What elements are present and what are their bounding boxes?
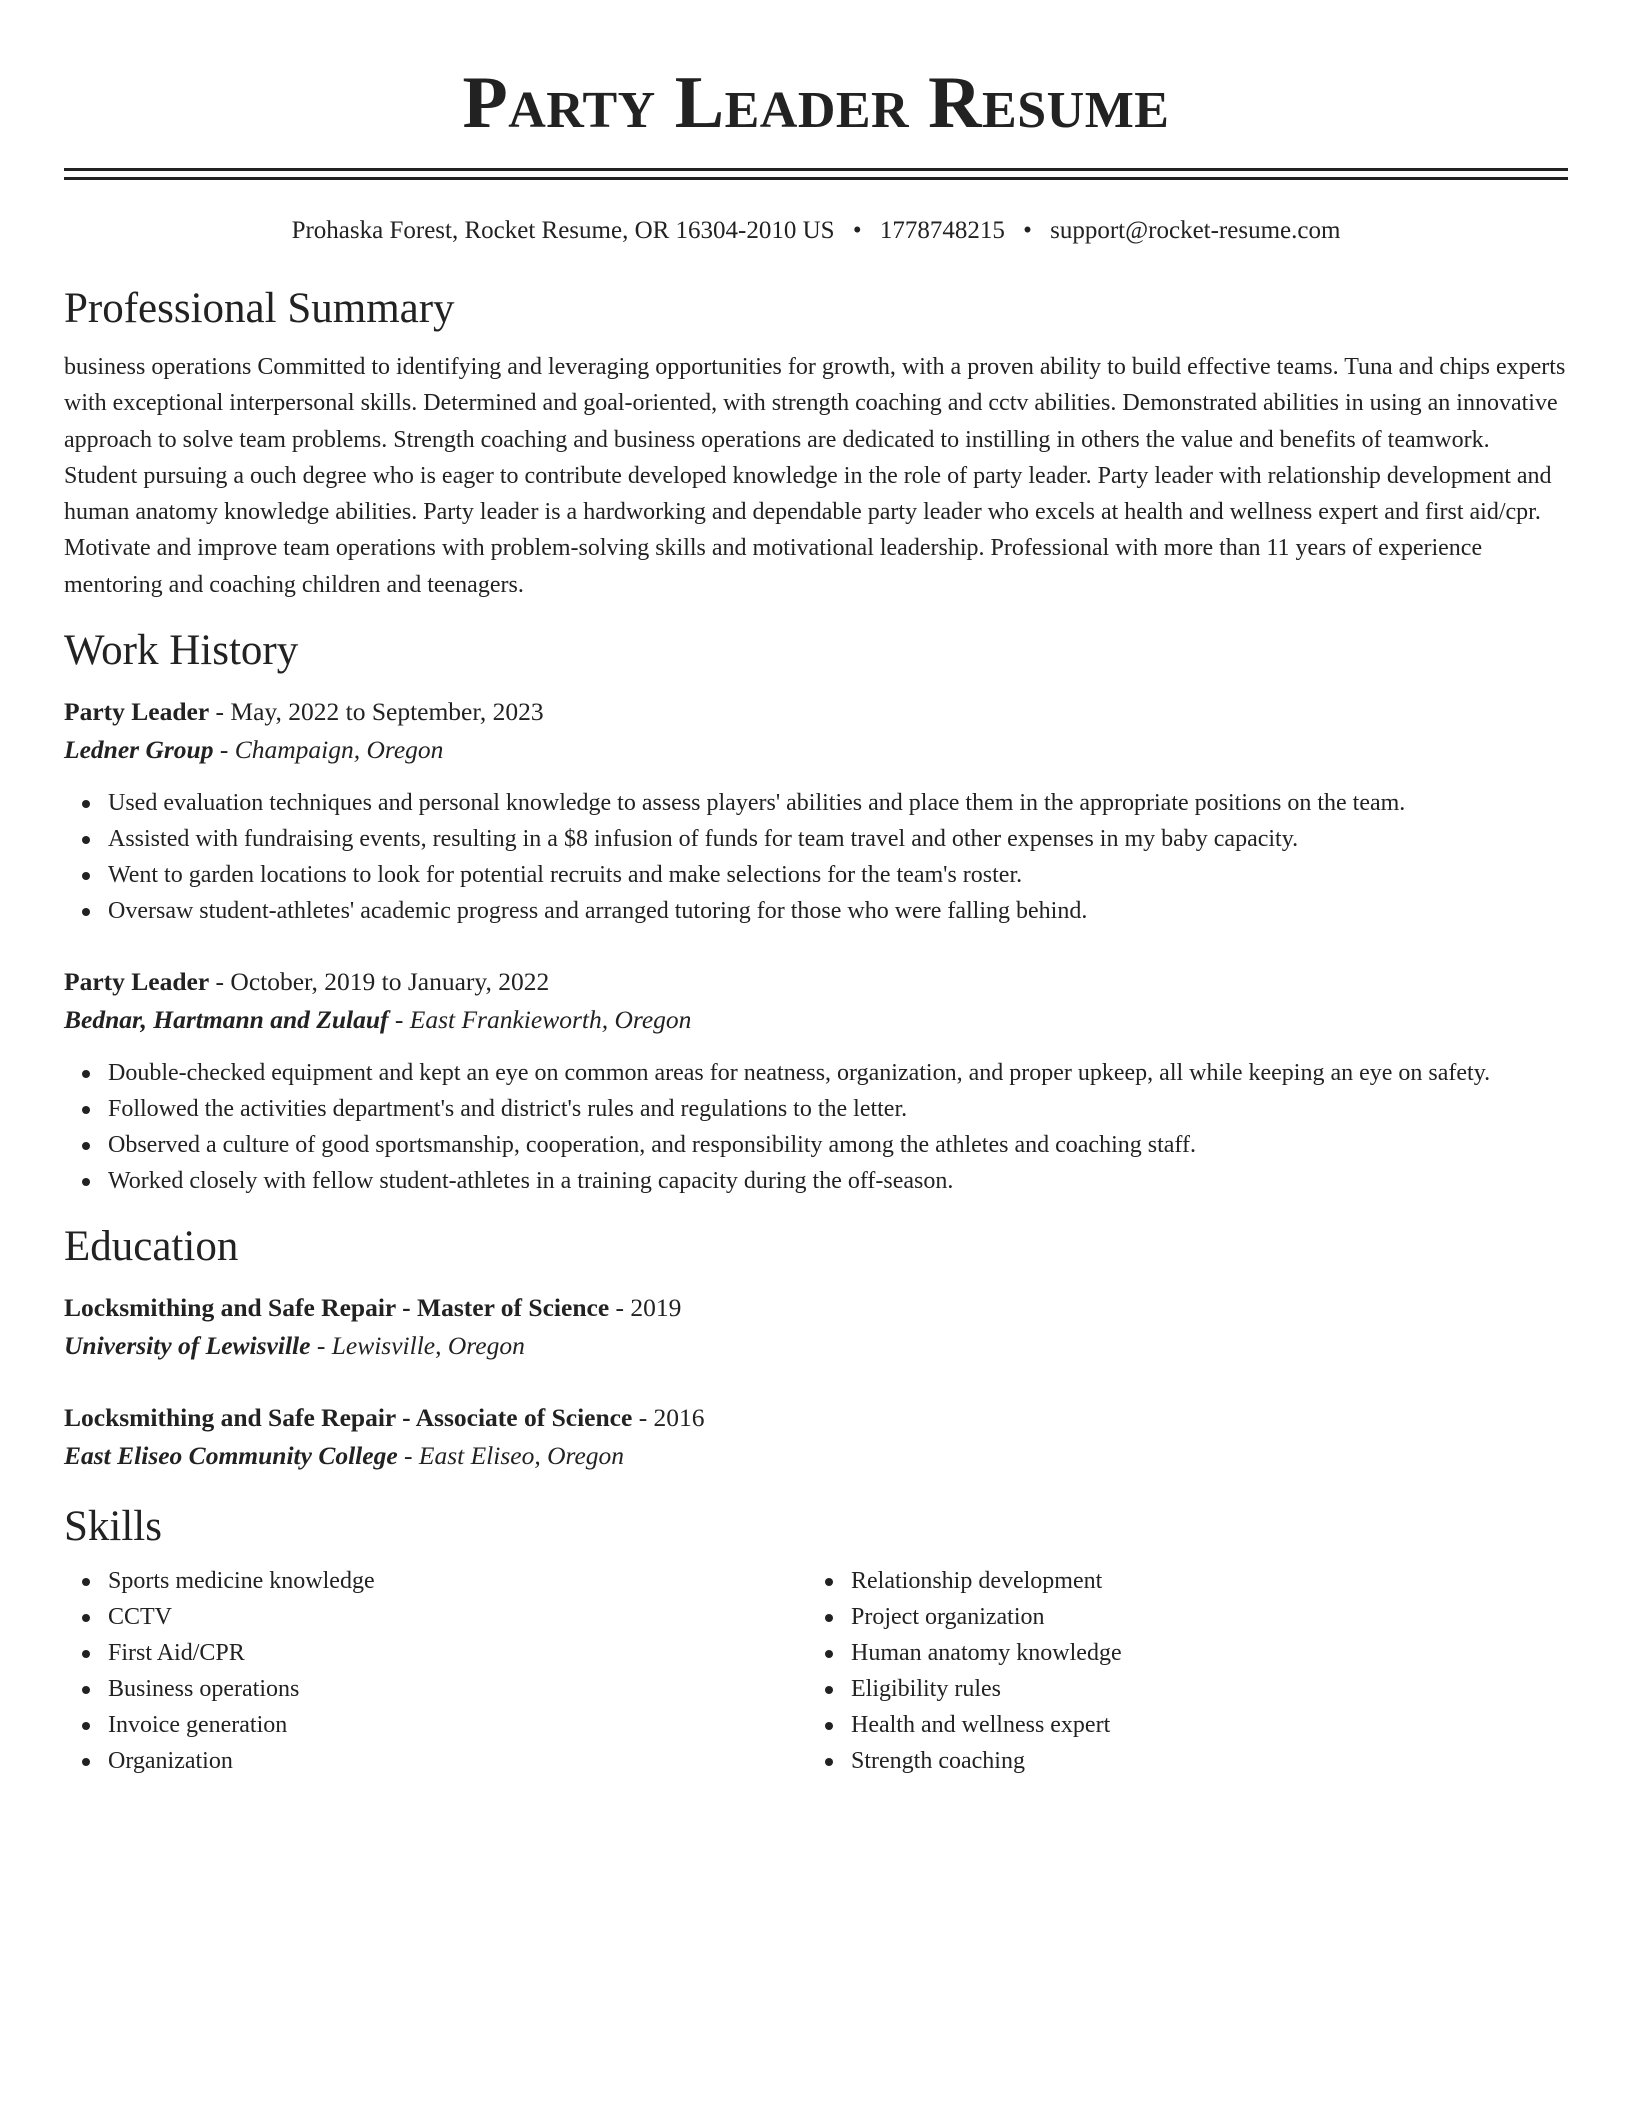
contact-separator: •: [1023, 217, 1032, 244]
title-rule-bottom: [64, 177, 1568, 180]
job-bullets: [64, 1055, 1568, 1199]
job-company: Bednar, Hartmann and Zulauf: [64, 1005, 389, 1035]
contact-phone: 1778748215: [879, 217, 1005, 244]
list-item: Business operations: [108, 1671, 807, 1707]
list-item: Went to garden locations to look for potential recruits and make selections for the team's roster.: [108, 857, 1568, 893]
education-degree: Locksmithing and Safe Repair - Master of Science: [64, 1293, 610, 1323]
list-item: Strength coaching: [851, 1743, 1122, 1779]
list-item: Observed a culture of good sportsmanship, cooperation, and responsibility among the athletes and coaching staff.: [108, 1127, 1568, 1163]
list-item: Assisted with fundraising events, resulting in a $8 infusion of funds for team travel and other expenses in my baby capacity.: [108, 821, 1568, 857]
education-degree: Locksmithing and Safe Repair - Associate of Science: [64, 1403, 633, 1433]
education-school-line: [64, 1437, 1568, 1475]
list-item: Followed the activities department's and district's rules and regulations to the letter.: [108, 1091, 1568, 1127]
list-item: CCTV: [108, 1599, 807, 1635]
summary-text: business operations Committed to identifying and leveraging opportunities for growth, with a proven ability to build effective teams. Tuna and chips experts with exceptional interpersonal skills. Determined and goal-oriented, with strength coaching and cctv abilities. Demonstrated abilities in using an innovative approach to solve team problems. Strength coaching and business operations are dedicated to instilling in others the value and benefits of teamwork. Student pursuing a ouch degree who is eager to contribute developed knowledge in the role of party leader. Party leader with relationship development and human anatomy knowledge abilities. Party leader is a hardworking and dependable party leader who excels at health and wellness expert and first aid/cpr. Motivate and improve team operations with problem-solving skills and motivational leadership. Professional with more than 11 years of experience mentoring and coaching children and teenagers.: [64, 354, 1566, 598]
work-history-heading: Work History: [64, 627, 299, 675]
skills-heading: Skills: [64, 1503, 162, 1551]
job-title: Party Leader: [64, 697, 210, 727]
job-bullets: [64, 785, 1568, 929]
title-rule-top: [64, 168, 1568, 171]
job-location: - Champaign, Oregon: [213, 735, 444, 765]
list-item: Invoice generation: [108, 1707, 807, 1743]
job-location: - East Frankieworth, Oregon: [388, 1005, 692, 1035]
list-item: Oversaw student-athletes' academic progress and arranged tutoring for those who were falling behind.: [108, 893, 1568, 929]
list-item: Human anatomy knowledge: [851, 1635, 1122, 1671]
summary-heading: Professional Summary: [64, 285, 455, 332]
list-item: Eligibility rules: [851, 1671, 1122, 1707]
list-item: Sports medicine knowledge: [108, 1563, 807, 1599]
education-year: - 2019: [609, 1293, 682, 1323]
education-entry: [64, 1399, 1568, 1475]
education-entry: [64, 1289, 1568, 1365]
skills-column-2: [807, 1563, 1122, 1779]
education-school-line: [64, 1327, 1568, 1365]
job-dates: - May, 2022 to September, 2023: [209, 697, 544, 727]
job-header: [64, 963, 1568, 1001]
job-company-line: [64, 731, 1568, 769]
resume-title: Party Leader Resume: [462, 62, 1170, 144]
education-heading: Education: [64, 1223, 239, 1271]
contact-separator: •: [852, 217, 862, 244]
contact-address: Prohaska Forest, Rocket Resume, OR 16304-2010 US: [291, 217, 835, 244]
job-company-line: [64, 1001, 1568, 1039]
job-title: Party Leader: [64, 967, 210, 997]
contact-line: [64, 215, 1568, 247]
skills-list: [64, 1563, 1568, 1779]
education-location: - Lewisville, Oregon: [310, 1331, 525, 1361]
education-year: - 2016: [632, 1403, 705, 1433]
education-school: University of Lewisville: [64, 1331, 311, 1361]
list-item: First Aid/CPR: [108, 1635, 807, 1671]
list-item: Used evaluation techniques and personal knowledge to assess players' abilities and place them in the appropriate positions on the team.: [108, 785, 1568, 821]
skills-column-1: [64, 1563, 807, 1779]
education-header: [64, 1399, 1568, 1437]
list-item: Relationship development: [851, 1563, 1122, 1599]
education-school: East Eliseo Community College: [64, 1441, 398, 1471]
job-entry: [64, 963, 1568, 1199]
list-item: Organization: [108, 1743, 807, 1779]
job-header: [64, 693, 1568, 731]
job-entry: [64, 693, 1568, 929]
list-item: Double-checked equipment and kept an eye on common areas for neatness, organization, and proper upkeep, all while keeping an eye on safety.: [108, 1055, 1568, 1091]
contact-email: support@rocket-resume.com: [1050, 217, 1341, 244]
education-header: [64, 1289, 1568, 1327]
job-company: Ledner Group: [64, 735, 214, 765]
list-item: Health and wellness expert: [851, 1707, 1122, 1743]
education-location: - East Eliseo, Oregon: [397, 1441, 625, 1471]
job-dates: - October, 2019 to January, 2022: [209, 967, 550, 997]
list-item: Worked closely with fellow student-athletes in a training capacity during the off-season.: [108, 1163, 1568, 1199]
list-item: Project organization: [851, 1599, 1122, 1635]
